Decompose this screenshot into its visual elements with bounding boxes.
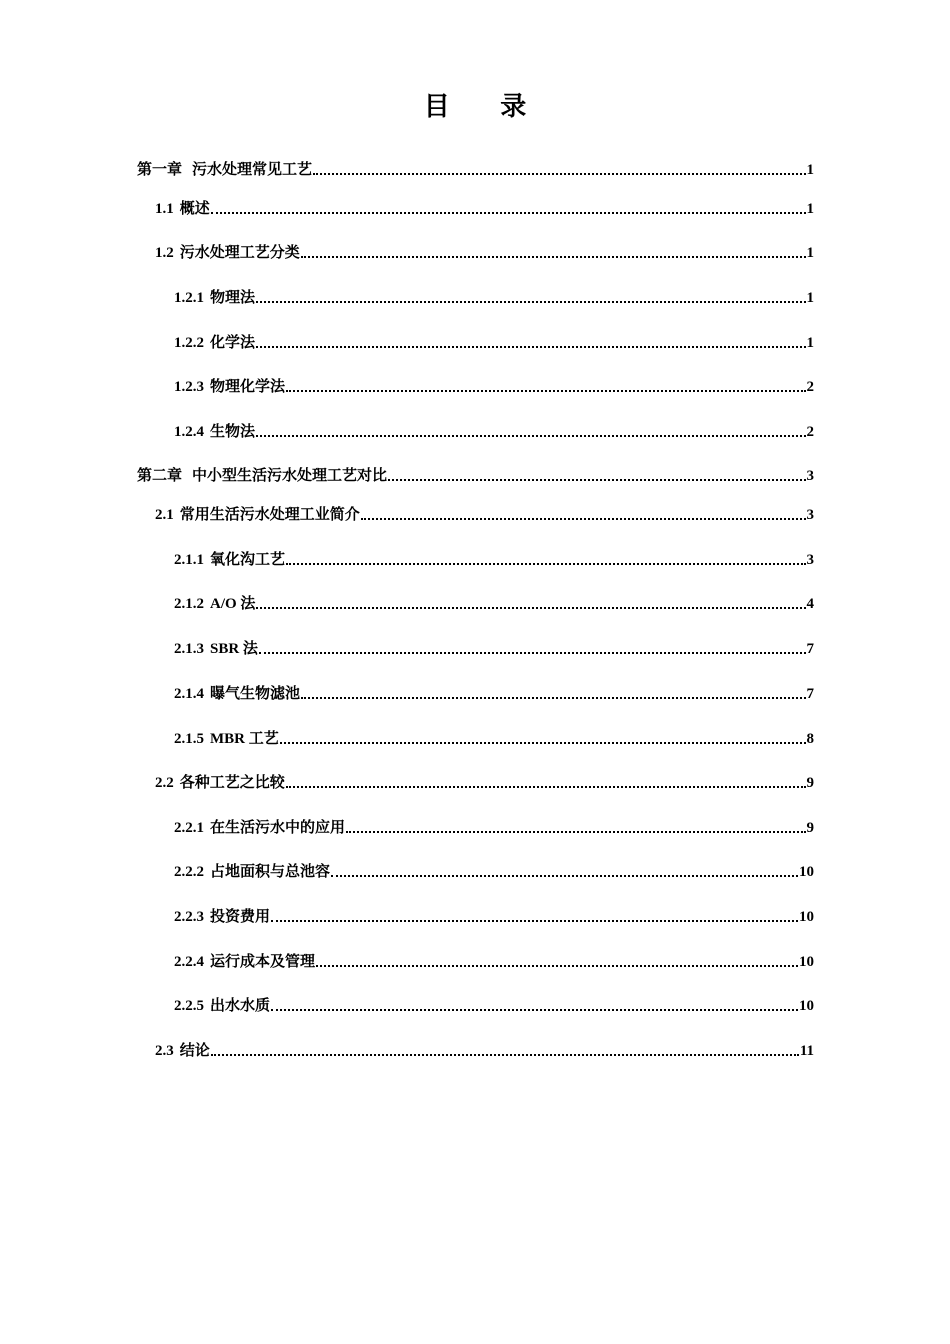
toc-entry[interactable] — [174, 861, 814, 883]
toc-entry-text — [137, 465, 387, 487]
toc-dot-leader — [286, 563, 805, 565]
toc-page-number: 1 — [806, 290, 814, 306]
toc-entry-number: 2.2.3 — [174, 909, 204, 925]
toc-entry-label: 出水水质 — [210, 998, 271, 1014]
toc-dot-leader — [313, 173, 805, 175]
toc-entry[interactable] — [155, 198, 814, 220]
toc-page-number: 7 — [806, 641, 814, 657]
toc-page-number: 1 — [806, 162, 814, 178]
toc-entry-label: 在生活污水中的应用 — [210, 820, 346, 836]
toc-entry-text — [174, 376, 285, 398]
toc-entry-label: A/O 法 — [210, 596, 256, 612]
toc-entry-number: 1.2 — [155, 245, 174, 261]
toc-entry-number: 2.2.1 — [174, 820, 204, 836]
toc-entry-label: 曝气生物滤池 — [210, 686, 301, 702]
toc-entry[interactable] — [155, 1040, 814, 1062]
toc-dot-leader — [388, 479, 805, 481]
toc-page-number: 10 — [799, 864, 814, 880]
toc-entry-label: 概述 — [179, 201, 210, 217]
toc-entry-label: 占地面积与总池容 — [210, 864, 331, 880]
toc-entry-text — [155, 242, 300, 264]
toc-entry-text — [174, 549, 285, 571]
toc-entry-label: SBR 法 — [210, 641, 258, 657]
toc-entry-text — [174, 287, 255, 309]
toc-entry-text — [155, 1040, 210, 1062]
toc-entry-number: 2.1.5 — [174, 731, 204, 747]
toc-entry-text — [174, 332, 255, 354]
toc-entry-label: 中小型生活污水处理工艺对比 — [192, 468, 388, 484]
toc-entry[interactable] — [174, 593, 814, 615]
toc-entry-number: 2.2 — [155, 775, 174, 791]
toc-entry-number: 第二章 — [137, 468, 183, 484]
toc-entry[interactable] — [174, 638, 814, 660]
toc-page-number: 2 — [806, 424, 814, 440]
toc-entry[interactable] — [174, 817, 814, 839]
toc-entry-label: 常用生活污水处理工业简介 — [179, 507, 360, 523]
toc-dot-leader — [346, 831, 805, 833]
toc-dot-leader — [211, 1054, 799, 1056]
toc-entry[interactable] — [137, 465, 814, 487]
toc-entry-number: 2.2.4 — [174, 954, 204, 970]
toc-page-number: 10 — [799, 998, 814, 1014]
toc-entry-number: 2.3 — [155, 1043, 174, 1059]
toc-entry[interactable] — [174, 287, 814, 309]
toc-page-number: 10 — [799, 909, 814, 925]
toc-entry[interactable] — [174, 332, 814, 354]
toc-entry-text — [174, 638, 258, 660]
toc-entry[interactable] — [174, 683, 814, 705]
toc-entry-number: 1.1 — [155, 201, 174, 217]
page-title: 目 录 — [423, 92, 549, 121]
toc-entry-number: 1.2.3 — [174, 379, 204, 395]
toc-entry-text — [174, 906, 270, 928]
toc-entry-number: 2.1 — [155, 507, 174, 523]
toc-page-number: 9 — [806, 820, 814, 836]
toc-entry[interactable] — [137, 159, 814, 181]
toc-entry-text — [174, 951, 315, 973]
toc-entry-number: 1.2.4 — [174, 424, 204, 440]
toc-entry-label: 物理化学法 — [210, 379, 286, 395]
toc-dot-leader — [316, 965, 798, 967]
toc-entry-text — [174, 593, 255, 615]
toc-entry-label: 氧化沟工艺 — [210, 552, 286, 568]
toc-page-number: 1 — [806, 201, 814, 217]
toc-entry-text — [174, 817, 345, 839]
toc-page-number: 11 — [799, 1043, 814, 1059]
toc-entry[interactable] — [174, 906, 814, 928]
toc-entry-label: 结论 — [179, 1043, 210, 1059]
toc-page-number: 3 — [806, 507, 814, 523]
toc-page-number: 3 — [806, 552, 814, 568]
toc-dot-leader — [331, 875, 798, 877]
toc-entry-text — [174, 995, 270, 1017]
toc-entry-label: 物理法 — [210, 290, 256, 306]
toc-entry-label: 运行成本及管理 — [210, 954, 316, 970]
toc-entry-number: 1.2.1 — [174, 290, 204, 306]
toc-page-number: 3 — [806, 468, 814, 484]
toc-dot-leader — [361, 518, 806, 520]
toc-dot-leader — [271, 920, 798, 922]
toc-entry-text — [174, 861, 330, 883]
toc-entry[interactable] — [155, 504, 814, 526]
toc-dot-leader — [280, 742, 806, 744]
toc-entry-number: 2.1.2 — [174, 596, 204, 612]
toc-page-number: 7 — [806, 686, 814, 702]
toc-entry-label: 生物法 — [210, 424, 256, 440]
toc-entry-text — [155, 504, 360, 526]
toc-dot-leader — [301, 256, 806, 258]
toc-entry-label: 各种工艺之比较 — [179, 775, 285, 791]
toc-dot-leader — [286, 786, 806, 788]
toc-dot-leader — [256, 607, 805, 609]
toc-entry[interactable] — [174, 995, 814, 1017]
toc-entry-number: 1.2.2 — [174, 335, 204, 351]
toc-dot-leader — [271, 1009, 798, 1011]
toc-page-number: 2 — [806, 379, 814, 395]
toc-entry-number: 2.1.4 — [174, 686, 204, 702]
toc-entry-label: 污水处理工艺分类 — [179, 245, 300, 261]
toc-entry-text — [137, 159, 312, 181]
toc-entry-text — [174, 421, 255, 443]
toc-entry-text — [174, 728, 279, 750]
toc-entry-label: MBR 工艺 — [210, 731, 279, 747]
toc-page-number: 1 — [806, 245, 814, 261]
toc-entry-label: 化学法 — [210, 335, 256, 351]
toc-page-number: 8 — [806, 731, 814, 747]
toc-entry-number: 第一章 — [137, 162, 183, 178]
toc-page-number: 9 — [806, 775, 814, 791]
toc-entry-text — [155, 198, 210, 220]
toc-entry-number: 2.2.2 — [174, 864, 204, 880]
toc-entry[interactable] — [174, 421, 814, 443]
toc-page-number: 1 — [806, 335, 814, 351]
toc-dot-leader — [256, 346, 805, 348]
toc-page-number: 10 — [799, 954, 814, 970]
toc-dot-leader — [301, 697, 805, 699]
toc-entry[interactable] — [155, 242, 814, 264]
toc-entry[interactable] — [155, 772, 814, 794]
toc-page-number: 4 — [806, 596, 814, 612]
toc-entry-label: 污水处理常见工艺 — [192, 162, 313, 178]
toc-dot-leader — [211, 212, 806, 214]
toc-entry-text — [174, 683, 300, 705]
toc-entry[interactable] — [174, 951, 814, 973]
toc-entry-number: 2.2.5 — [174, 998, 204, 1014]
toc-dot-leader — [256, 435, 805, 437]
toc-entry[interactable] — [174, 376, 814, 398]
toc-dot-leader — [256, 301, 805, 303]
toc-entry-number: 2.1.1 — [174, 552, 204, 568]
toc-entry-text — [155, 772, 285, 794]
toc-entry[interactable] — [174, 549, 814, 571]
toc-entry-number: 2.1.3 — [174, 641, 204, 657]
toc-entry[interactable] — [174, 728, 814, 750]
toc-dot-leader — [286, 390, 805, 392]
toc-dot-leader — [259, 652, 806, 654]
toc-entry-label: 投资费用 — [210, 909, 271, 925]
